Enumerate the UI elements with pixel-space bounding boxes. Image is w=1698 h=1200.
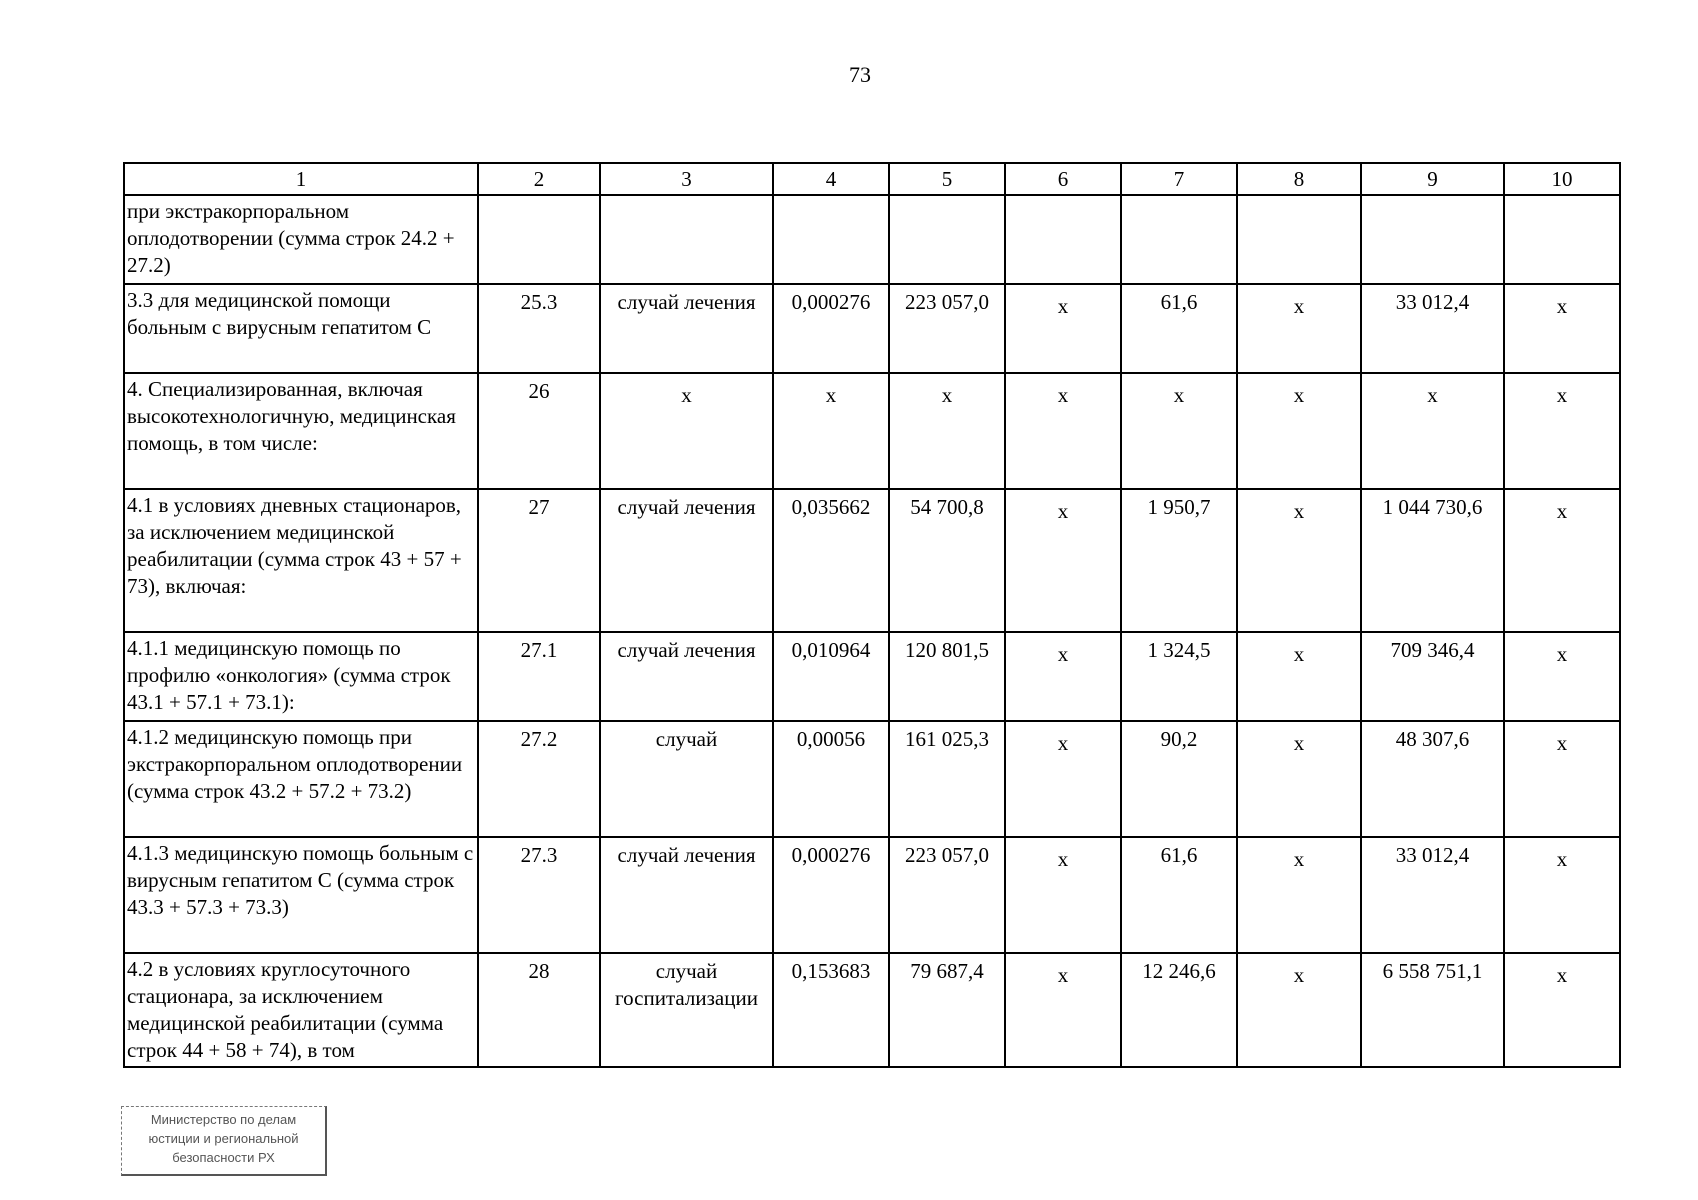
value-cell: 1 324,5 [1121, 632, 1237, 721]
row-number-cell: 25.3 [478, 284, 600, 373]
column-header: 9 [1361, 163, 1504, 195]
stamp-line: Министерство по делам [150, 1112, 297, 1127]
value-cell: 12 246,6 [1121, 953, 1237, 1067]
row-cell [1504, 195, 1620, 284]
row-number-cell: 27.2 [478, 721, 600, 837]
table-row [124, 489, 1620, 632]
stamp-line: юстиции и региональной [148, 1131, 299, 1146]
value-cell: х [1237, 489, 1361, 632]
value-cell: 90,2 [1121, 721, 1237, 837]
value-cell: х [1237, 373, 1361, 489]
table-row [124, 284, 1620, 373]
row-number-cell: 28 [478, 953, 600, 1067]
value-cell: х [1005, 284, 1121, 373]
row-name-cell: 4. Специализированная, включая высокотехнологичную, медицинская помощь, в том числе: [124, 373, 478, 489]
table-row [124, 837, 1620, 953]
value-cell: 223 057,0 [889, 284, 1005, 373]
column-header: 4 [773, 163, 889, 195]
column-header: 8 [1237, 163, 1361, 195]
value-cell: х [1237, 953, 1361, 1067]
value-cell: х [1005, 373, 1121, 489]
column-header: 6 [1005, 163, 1121, 195]
row-name-cell: 3.3 для медицинской помощи больным с вирусным гепатитом С [124, 284, 478, 373]
value-cell: 0,000276 [773, 837, 889, 953]
value-cell: х [1504, 837, 1620, 953]
row-cell [600, 195, 773, 284]
value-cell: 0,153683 [773, 953, 889, 1067]
row-name-cell: 4.1.2 медицинскую помощь при экстракорпоральном оплодотворении (сумма строк 43.2 + 57.2 + 73.2) [124, 721, 478, 837]
value-cell: х [1005, 837, 1121, 953]
data-table [123, 162, 1621, 1068]
row-cell [773, 195, 889, 284]
value-cell: 161 025,3 [889, 721, 1005, 837]
value-cell: х [1504, 489, 1620, 632]
column-header: 7 [1121, 163, 1237, 195]
value-cell: 223 057,0 [889, 837, 1005, 953]
row-cell [1005, 195, 1121, 284]
row-number-cell: 27 [478, 489, 600, 632]
table-row [124, 721, 1620, 837]
unit-cell: случай лечения [600, 284, 773, 373]
column-header: 3 [600, 163, 773, 195]
value-cell: 33 012,4 [1361, 837, 1504, 953]
value-cell: х [1237, 837, 1361, 953]
value-cell: х [1237, 632, 1361, 721]
value-cell: х [1504, 721, 1620, 837]
row-name-cell: при экстракорпоральном оплодотворении (сумма строк 24.2 + 27.2) [124, 195, 478, 284]
value-cell: 120 801,5 [889, 632, 1005, 721]
unit-cell: х [600, 373, 773, 489]
unit-cell: случай лечения [600, 837, 773, 953]
value-cell: х [1005, 953, 1121, 1067]
stamp-line: безопасности РХ [172, 1150, 275, 1165]
value-cell: 79 687,4 [889, 953, 1005, 1067]
table-row [124, 373, 1620, 489]
value-cell: х [1361, 373, 1504, 489]
value-cell: 1 950,7 [1121, 489, 1237, 632]
value-cell: 48 307,6 [1361, 721, 1504, 837]
value-cell: х [1504, 632, 1620, 721]
value-cell: 0,00056 [773, 721, 889, 837]
page-number: 73 [849, 62, 871, 87]
value-cell: х [889, 373, 1005, 489]
table-row [124, 195, 1620, 284]
unit-cell: случай госпитализации [600, 953, 773, 1067]
value-cell: 61,6 [1121, 284, 1237, 373]
value-cell: х [1504, 284, 1620, 373]
column-header: 10 [1504, 163, 1620, 195]
table-header-row [124, 163, 1620, 195]
ministry-stamp [121, 1106, 327, 1176]
value-cell: 0,010964 [773, 632, 889, 721]
value-cell: 6 558 751,1 [1361, 953, 1504, 1067]
value-cell: 709 346,4 [1361, 632, 1504, 721]
value-cell: х [1005, 489, 1121, 632]
row-cell [1361, 195, 1504, 284]
value-cell: х [1005, 721, 1121, 837]
value-cell: х [773, 373, 889, 489]
row-name-cell: 4.1.1 медицинскую помощь по профилю «онкология» (сумма строк 43.1 + 57.1 + 73.1): [124, 632, 478, 721]
row-name-cell: 4.1 в условиях дневных стационаров, за исключением медицинской реабилитации (сумма строк 43 + 57 + 73), включая: [124, 489, 478, 632]
column-header: 2 [478, 163, 600, 195]
column-header: 5 [889, 163, 1005, 195]
value-cell: 54 700,8 [889, 489, 1005, 632]
table-row [124, 632, 1620, 721]
value-cell: х [1504, 953, 1620, 1067]
value-cell: х [1237, 284, 1361, 373]
value-cell: х [1504, 373, 1620, 489]
row-number-cell: 27.3 [478, 837, 600, 953]
row-cell [889, 195, 1005, 284]
column-header: 1 [124, 163, 478, 195]
value-cell: х [1005, 632, 1121, 721]
unit-cell: случай лечения [600, 632, 773, 721]
value-cell: 0,000276 [773, 284, 889, 373]
value-cell: х [1121, 373, 1237, 489]
value-cell: 1 044 730,6 [1361, 489, 1504, 632]
value-cell: 0,035662 [773, 489, 889, 632]
row-number-cell: 26 [478, 373, 600, 489]
table-row [124, 953, 1620, 1067]
value-cell: х [1237, 721, 1361, 837]
unit-cell: случай [600, 721, 773, 837]
row-number-cell: 27.1 [478, 632, 600, 721]
value-cell: 33 012,4 [1361, 284, 1504, 373]
unit-cell: случай лечения [600, 489, 773, 632]
row-name-cell: 4.2 в условиях круглосуточного стационара, за исключением медицинской реабилитации (сумма строк 44 + 58 + 74), в том [124, 953, 478, 1067]
row-cell [1237, 195, 1361, 284]
row-cell [1121, 195, 1237, 284]
value-cell: 61,6 [1121, 837, 1237, 953]
row-name-cell: 4.1.3 медицинскую помощь больным с вирусным гепатитом С (сумма строк 43.3 + 57.3 + 73.3) [124, 837, 478, 953]
row-cell [478, 195, 600, 284]
